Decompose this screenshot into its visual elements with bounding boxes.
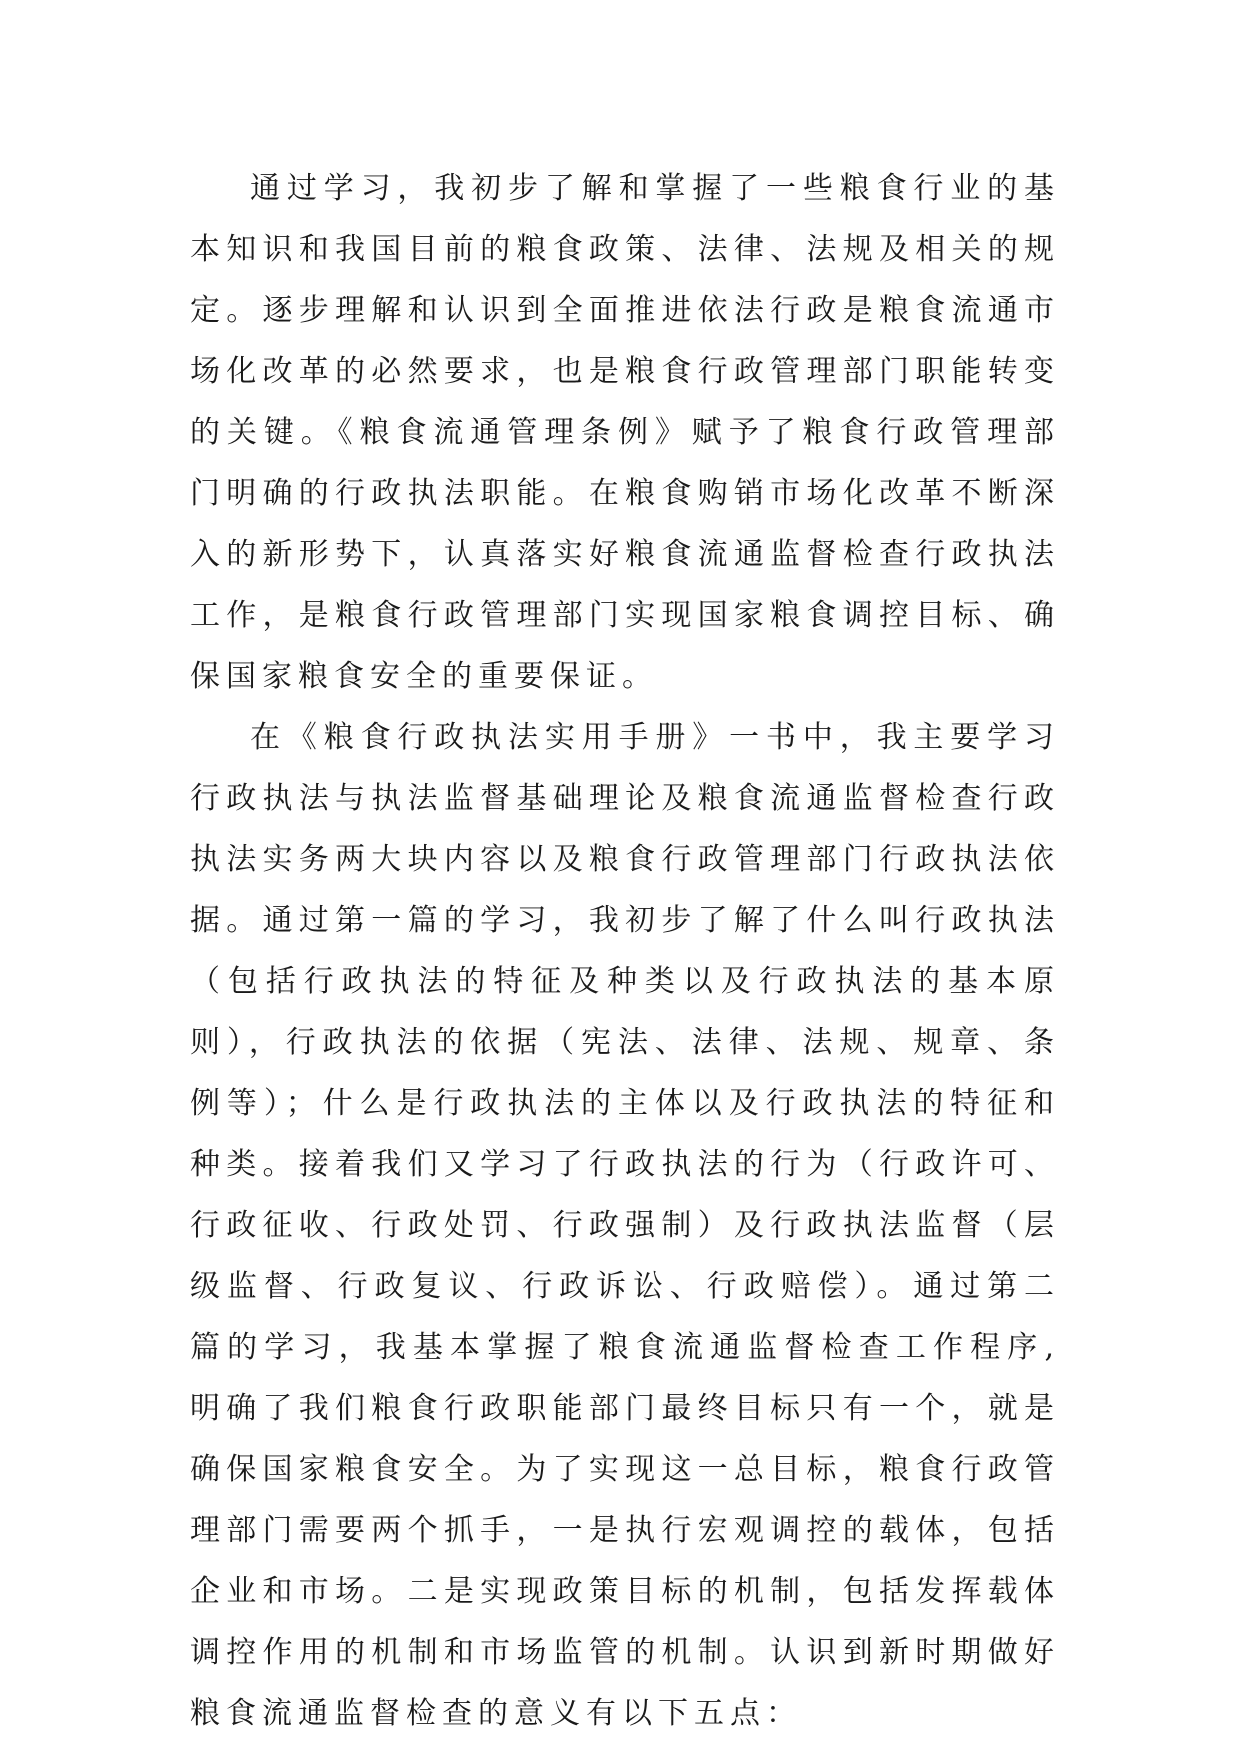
paragraph-1: 通过学习，我初步了解和掌握了一些粮食行业的基本知识和我国目前的粮食政策、法律、法规及相关的规定。逐步理解和认识到全面推进依法行政是粮食流通市场化改革的必然要求，也是粮食行政管理部门职能转变的关键。《粮食流通管理条例》赋予了粮食行政管理部门明确的行政执法职能。在粮食购销市场化改革不断深入的新形势下，认真落实好粮食流通监督检查行政执法工作，是粮食行政管理部门实现国家粮食调控目标、确保国家粮食安全的重要保证。 [190, 171, 1060, 694]
paragraph-2: 在《粮食行政执法实用手册》一书中，我主要学习行政执法与执法监督基础理论及粮食流通监督检查行政执法实务两大块内容以及粮食行政管理部门行政执法依据。通过第一篇的学习，我初步了解了什么叫行政执法（包括行政执法的特征及种类以及行政执法的基本原则），行政执法的依据（宪法、法律、法规、规章、条例等）；什么是行政执法的主体以及行政执法的特征和种类。接着我们又学习了行政执法的行为（行政许可、行政征收、行政处罚、行政强制）及行政执法监督（层级监督、行政复议、行政诉讼、行政赔偿）。通过第二篇的学习，我基本掌握了粮食流通监督检查工作程序,明确了我们粮食行政职能部门最终目标只有一个，就是确保国家粮食安全。为了实现这一总目标，粮食行政管理部门需要两个抓手，一是执行宏观调控的载体，包括企业和市场。二是实现政策目标的机制，包括发挥载体调控作用的机制和市场监管的机制。认识到新时期做好粮食流通监督检查的意义有以下五点： [190, 720, 1060, 1731]
document-body [190, 158, 1060, 1744]
